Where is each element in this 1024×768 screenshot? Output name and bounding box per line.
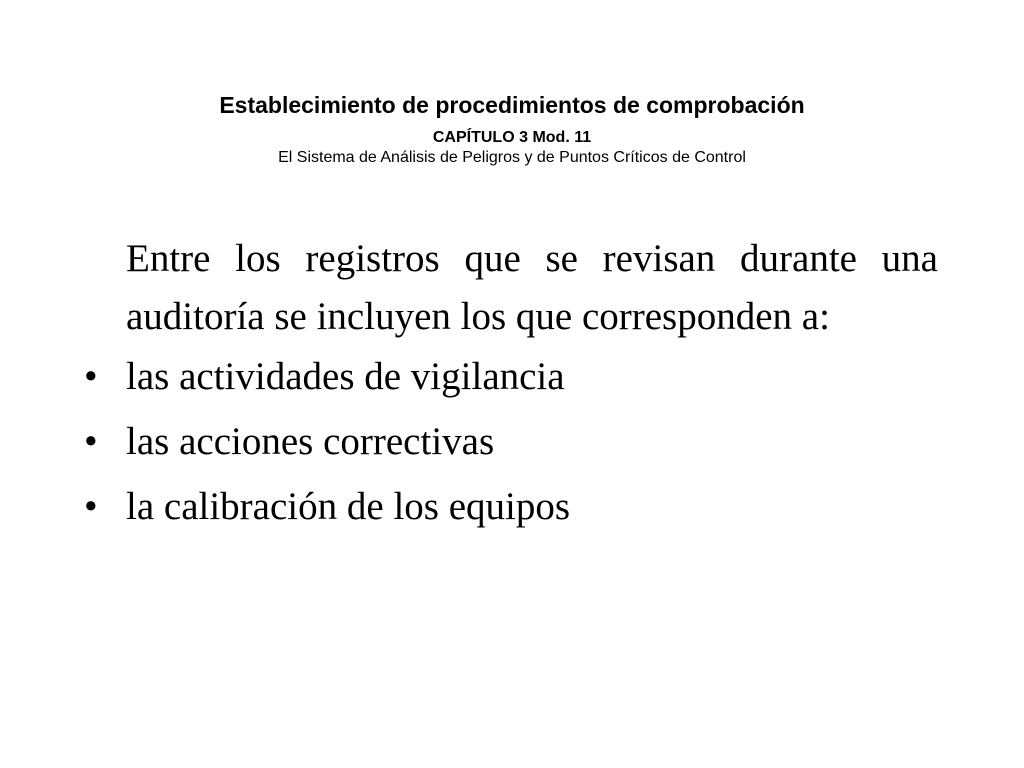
bullet-icon: • (84, 485, 98, 528)
chapter-subtitle: El Sistema de Análisis de Peligros y de Puntos Críticos de Control (278, 149, 746, 166)
bullet-item (84, 413, 938, 478)
bullet-icon: • (84, 420, 98, 463)
slide-title: Establecimiento de procedimientos de comprobación (219, 92, 805, 118)
bullet-item (84, 478, 938, 543)
bullet-text: la calibración de los equipos (126, 485, 571, 528)
chapter-label: CAPÍTULO 3 Mod. 11 (432, 129, 592, 146)
bullet-list (84, 348, 938, 543)
intro-paragraph: Entre los registros que se revisan durante una auditoría se incluyen los que corresponden a: (126, 237, 938, 338)
slide-body (84, 230, 938, 543)
bullet-icon: • (84, 355, 98, 398)
slide-header (0, 90, 1024, 168)
bullet-text: las acciones correctivas (126, 420, 495, 463)
bullet-item (84, 348, 938, 413)
bullet-text: las actividades de vigilancia (126, 355, 565, 398)
